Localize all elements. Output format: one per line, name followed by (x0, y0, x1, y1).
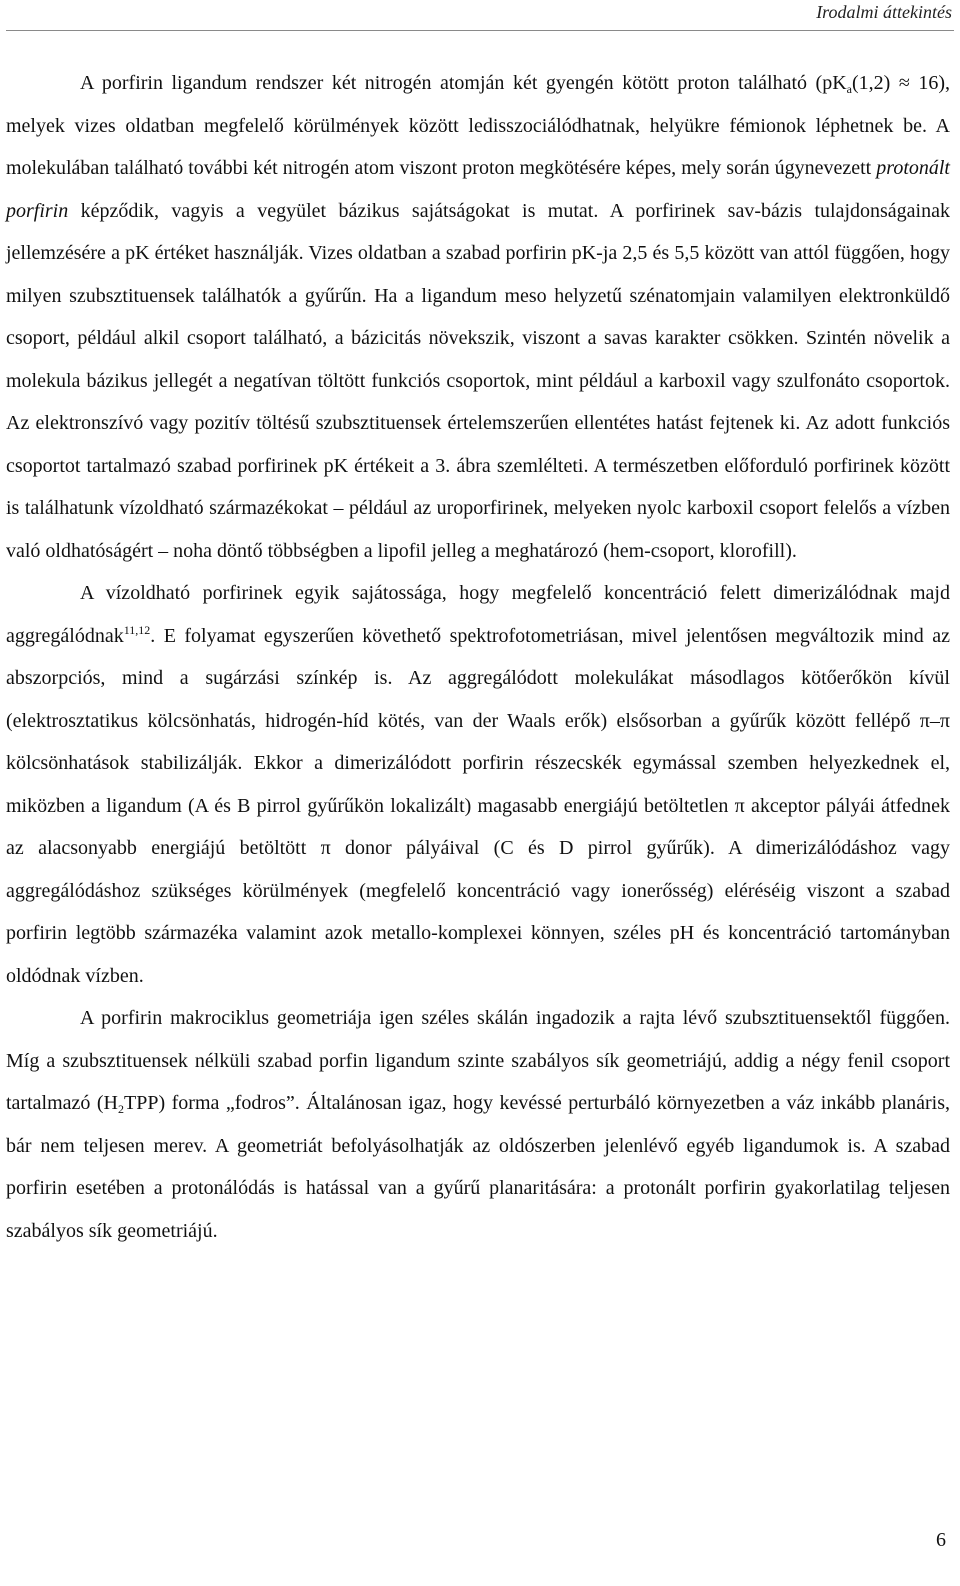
citation-superscript: 11,12 (123, 622, 151, 637)
paragraph-geometry: A porfirin makrociklus geometriája igen széles skálán ingadozik a rajta lévő szubsztituensektől függően. Míg a szubsztituensek nélküli szabad porfin ligandum szinte szabályos sík geometriájú, addig a négy fenil csoport tartalmazó $(H_2TPP)$ forma „fodros”. Általánosan igaz, hogy kevéssé perturbáló környezetben a váz inkább planáris, bár nem teljesen merev. A geometriát befolyásolhatják az oldószerben jelenlévő egyéb ligandumok is. A szabad porfirin esetében a protonálódás is hatással van a gyűrű planaritására: a protonált porfirin gyakorlatilag teljesen szabályos sík geometriájú. (6, 1007, 950, 1242)
body-text (6, 62, 950, 1252)
subscript: 2 (118, 1102, 124, 1116)
subscript: a (846, 82, 852, 96)
section-title: Irodalmi áttekintés (816, 2, 952, 22)
page-header (6, 0, 954, 31)
paragraph-aggregation: A vízoldható porfirinek egyik sajátossága, hogy megfelelő koncentráció felett dimerizálódnak majd aggregálódnak$^{11,12}$. E folyamat egyszerűen követhető spektrofotometriásan, mivel jelentősen megváltozik mind az abszorpciós, mind a sugárzási színkép is. Az aggregálódott molekulákat másodlagos kötőerőkön kívül (elektrosztatikus kölcsönhatás, hidrogén-híd kötés, van der Waals erők) elsősorban a gyűrűk között fellépő π–π kölcsönhatások stabilizálják. Ekkor a dimerizálódott porfirin részecskék egymással szemben helyezkednek el, miközben a ligandum (A és B pirrol gyűrűkön lokalizált) magasabb energiájú betöltetlen π akceptor pályái átfednek az alacsonyabb energiájú betöltött π donor pályáival (C és D pirrol gyűrűk). A dimerizálódáshoz vagy aggregálódáshoz szükséges körülmények (megfelelő koncentráció vagy ionerősség) eléréséig viszont a szabad porfirin legtöbb származéka valamint azok metallo-komplexei könnyen, széles pH és koncentráció tartományban oldódnak vízben. (6, 582, 950, 987)
italic-term: protonált porfirin (6, 157, 950, 222)
paragraph-porphyrin-acid-base: A porfirin ligandum rendszer két nitrogén atomján két gyengén kötött proton található $(pK_a(1,2) \approx 16)$, melyek vizes oldatban megfelelő körülmények között ledisszociálódhatnak, helyükre fémionok léphetnek be. A molekulában található további két nitrogén atom viszont proton megkötésére képes, mely során úgynevezett protonált porfirin képződik, vagyis a vegyület bázikus sajátságokat is mutat. A porfirinek sav-bázis tulajdonságainak jellemzésére a pK értéket használják. Vizes oldatban a szabad porfirin pK-ja 2,5 és 5,5 között van attól függően, hogy milyen szubsztituensek találhatók a gyűrűn. Ha a ligandum meso helyzetű szénatomjain valamilyen elektronküldő csoport, például alkil csoport található, a bázicitás növekszik, viszont a savas karakter csökken. Szintén növelik a molekula bázikus jellegét a negatívan töltött funkciós csoportok, mint például a karboxil vagy szulfonáto csoportok. Az elektronszívó vagy pozitív töltésű szubsztituensek értelemszerűen ellentétes hatást fejtenek ki. Az adott funkciós csoportot tartalmazó szabad porfirinek pK értékeit a 3. ábra szemlélteti. A természetben előforduló porfirinek között is találhatunk vízoldható származékokat – például az uroporfirinek, melyeken nyolc karboxil csoport felelős a vízben való oldhatóságért – noha döntő többségben a lipofil jelleg a meghatározó (hem-csoport, klorofill). (6, 72, 950, 562)
page-number: 6 (936, 1529, 946, 1551)
